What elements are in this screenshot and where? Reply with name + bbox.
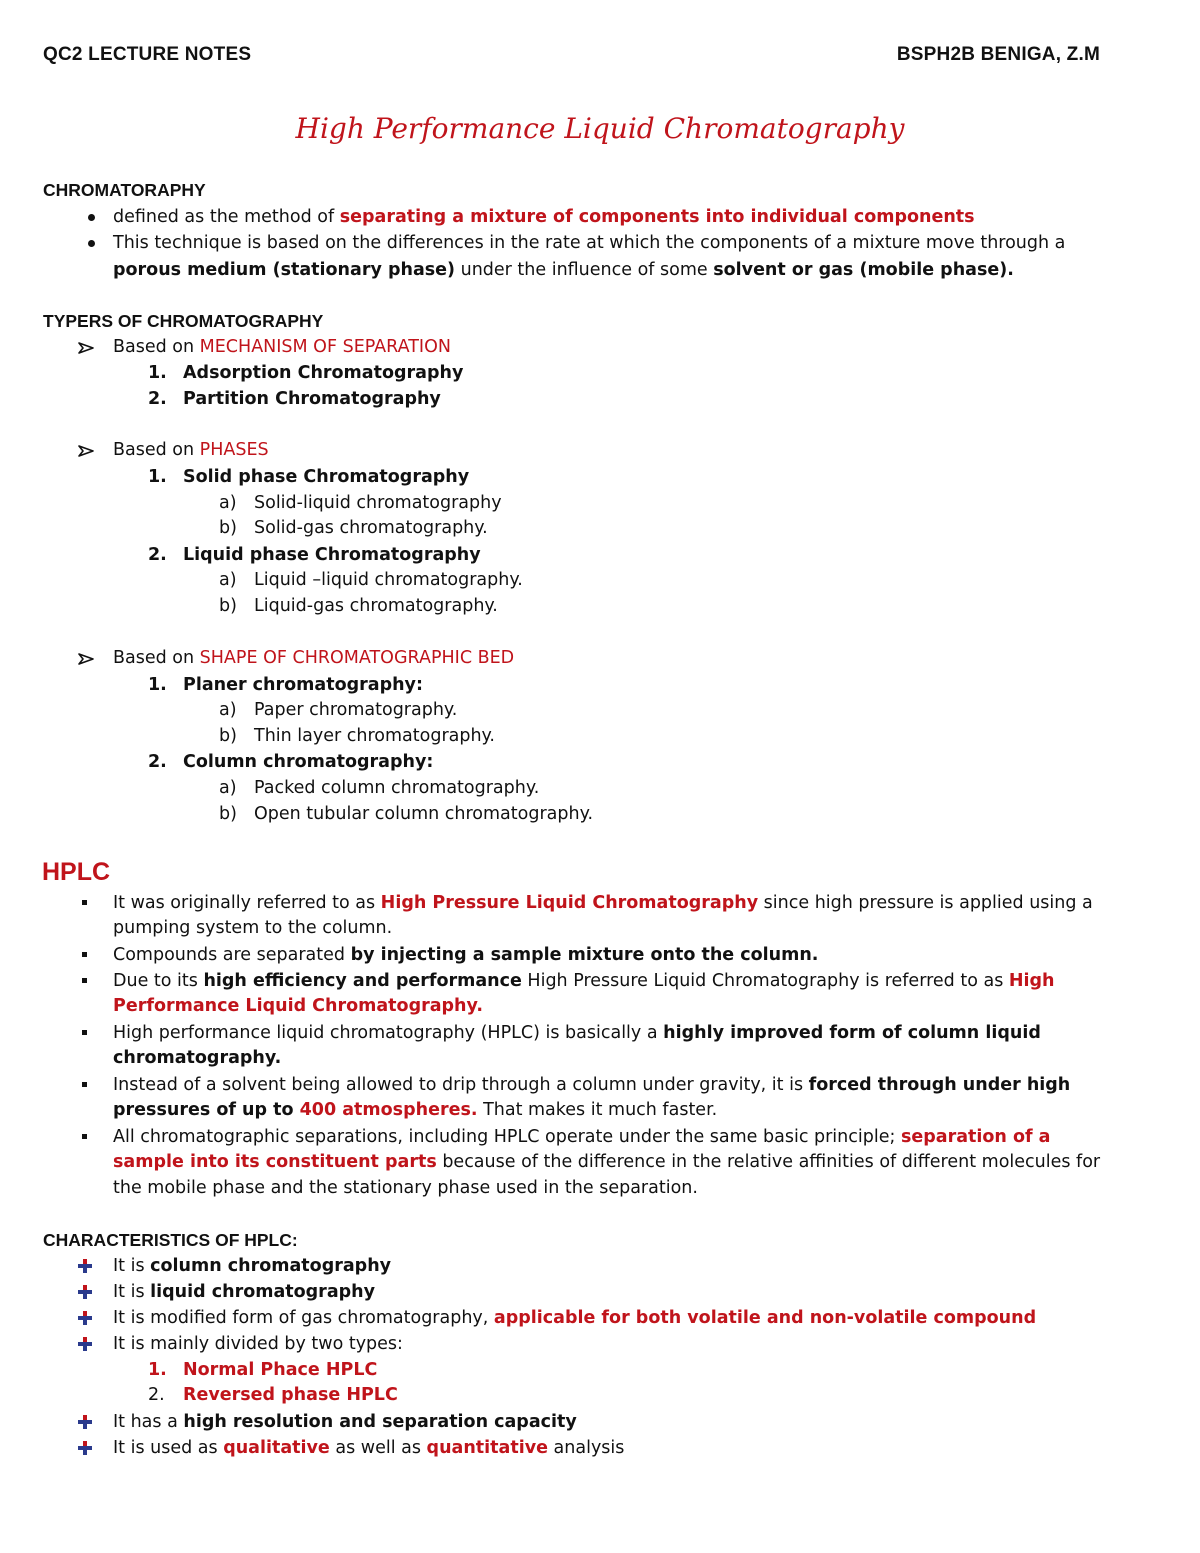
characteristic-6 — [113, 1437, 624, 1459]
page-title: High Performance Liquid Chromatography — [295, 112, 905, 145]
text: It has a — [113, 1412, 184, 1432]
plus-bullet-icon — [77, 1284, 93, 1300]
plus-bullet-icon — [77, 1336, 93, 1352]
characteristic-2 — [113, 1281, 375, 1303]
list-item-column: Column chromatography: — [183, 752, 434, 772]
bold-text: highly improved form of column liquid — [663, 1023, 1041, 1043]
bold-text: porous medium (stationary phase) — [113, 260, 456, 280]
sub-marker: a) — [219, 700, 237, 720]
type-reversed-phase: Reversed phase HPLC — [183, 1385, 398, 1405]
square-bullet-icon — [82, 978, 87, 983]
sub-item-thin-layer: Thin layer chromatography. — [254, 726, 495, 746]
plus-bullet-icon — [77, 1414, 93, 1430]
bullet-dot-icon — [88, 240, 95, 247]
list-item-solid-phase: Solid phase Chromatography — [183, 467, 470, 487]
text: All chromatographic separations, including HPLC operate under the same basic principle; — [113, 1127, 901, 1147]
emphasis-text: MECHANISM OF SEPARATION — [199, 337, 451, 357]
chromatography-definition — [113, 206, 975, 228]
text: Based on — [113, 337, 200, 357]
text: Due to its — [113, 971, 204, 991]
sub-item-liquid-gas: Liquid-gas chromatography. — [254, 596, 498, 616]
text: It was originally referred to as — [113, 893, 381, 913]
text: Based on — [113, 440, 200, 460]
hplc-point-4-line2: chromatography. — [113, 1048, 282, 1068]
list-item-adsorption: Adsorption Chromatography — [183, 363, 464, 383]
number: 1. — [148, 363, 167, 383]
list-number — [148, 466, 167, 488]
sub-item-solid-liquid: Solid-liquid chromatography — [254, 493, 502, 513]
sub-marker: b) — [219, 726, 237, 746]
text: analysis — [547, 1438, 625, 1458]
header-author: BSPH2B BENIGA, Z.M — [896, 44, 1100, 65]
characteristic-3 — [113, 1307, 1036, 1329]
sub-marker: b) — [219, 596, 237, 616]
sub-item-packed-column: Packed column chromatography. — [254, 778, 540, 798]
list-number — [148, 362, 167, 384]
hplc-point-6-line3: the mobile phase and the stationary phase used in the separation. — [113, 1178, 698, 1198]
text: High performance liquid chromatography (HPLC) is basically a — [113, 1023, 664, 1043]
list-number — [148, 674, 167, 696]
square-bullet-icon — [82, 952, 87, 957]
bold-text: high efficiency and performance — [203, 971, 522, 991]
arrowhead-bullet-icon — [78, 342, 94, 354]
emphasis-text: High — [1008, 971, 1055, 991]
text: as well as — [329, 1438, 427, 1458]
header-course: QC2 LECTURE NOTES — [43, 44, 252, 65]
hplc-point-3-line2: Performance Liquid Chromatography. — [113, 996, 483, 1016]
square-bullet-icon — [82, 1082, 87, 1087]
emphasis-text: sample into its constituent parts — [113, 1152, 437, 1172]
emphasis-text: SHAPE OF CHROMATOGRAPHIC BED — [199, 648, 515, 668]
list-number — [148, 388, 167, 410]
bold-text: high resolution and separation capacity — [183, 1412, 577, 1432]
section-heading-hplc: HPLC — [42, 858, 111, 886]
based-on-mechanism — [113, 336, 451, 358]
hplc-point-1 — [113, 892, 1093, 914]
bullet-dot-icon — [88, 214, 95, 221]
hplc-point-3 — [113, 970, 1055, 992]
characteristic-5 — [113, 1411, 577, 1433]
chromatography-technique-line1: This technique is based on the differences in the rate at which the components of a mixture move through a — [113, 233, 1066, 253]
chromatography-technique-line2 — [113, 259, 1014, 281]
plus-bullet-icon — [77, 1440, 93, 1456]
hplc-point-2 — [113, 944, 818, 966]
square-bullet-icon — [82, 1030, 87, 1035]
characteristic-1 — [113, 1255, 391, 1277]
plus-bullet-icon — [77, 1310, 93, 1326]
list-item-planer: Planer chromatography: — [183, 675, 423, 695]
list-number — [148, 751, 167, 773]
hplc-point-4 — [113, 1022, 1041, 1044]
number: 2. — [148, 545, 167, 565]
text: since high pressure is applied using a — [758, 893, 1093, 913]
text: under the influence of some — [455, 260, 714, 280]
text: It is — [113, 1256, 151, 1276]
emphasis-text: qualitative — [223, 1438, 330, 1458]
sub-marker: a) — [219, 493, 237, 513]
sub-marker: a) — [219, 570, 237, 590]
number: 1. — [148, 675, 167, 695]
section-heading-characteristics: CHARACTERISTICS OF HPLC: — [43, 1230, 298, 1250]
sub-item-solid-gas: Solid-gas chromatography. — [254, 518, 488, 538]
based-on-shape — [113, 647, 514, 669]
text: defined as the method of — [113, 207, 340, 227]
hplc-point-6-line2 — [113, 1151, 1100, 1173]
sub-marker: a) — [219, 778, 237, 798]
bold-text: column chromatography — [150, 1256, 392, 1276]
text: It is — [113, 1282, 151, 1302]
section-heading-types: TYPERS OF CHROMATOGRAPHY — [43, 311, 324, 331]
bold-text: liquid chromatography — [150, 1282, 376, 1302]
square-bullet-icon — [82, 900, 87, 905]
square-bullet-icon — [82, 1134, 87, 1139]
section-heading-chromatography: CHROMATORAPHY — [43, 180, 206, 200]
list-number — [148, 544, 167, 566]
bold-text: by injecting a sample mixture onto the column. — [350, 945, 819, 965]
sub-item-liquid-liquid: Liquid –liquid chromatography. — [254, 570, 523, 590]
emphasis-text: separation of a — [900, 1127, 1051, 1147]
characteristic-4: It is mainly divided by two types: — [113, 1334, 403, 1354]
text: because of the difference in the relative affinities of different molecules for — [436, 1152, 1101, 1172]
based-on-phases — [113, 439, 269, 461]
number: 1. — [148, 467, 167, 487]
text: Based on — [113, 648, 200, 668]
hplc-point-6 — [113, 1126, 1051, 1148]
sub-marker: b) — [219, 804, 237, 824]
bold-text: pressures of up to — [113, 1100, 300, 1120]
bold-text: forced through under high — [808, 1075, 1071, 1095]
list-number: 2. — [148, 1385, 165, 1405]
text: It is used as — [113, 1438, 224, 1458]
emphasis-text: 400 atmospheres. — [299, 1100, 478, 1120]
number: 2. — [148, 752, 167, 772]
hplc-point-5 — [113, 1074, 1070, 1096]
list-item-partition: Partition Chromatography — [183, 389, 441, 409]
text: It is modified form of gas chromatography, — [113, 1308, 494, 1328]
arrowhead-bullet-icon — [78, 445, 94, 457]
emphasis-text: separating a mixture of components into individual components — [339, 207, 975, 227]
list-item-liquid-phase: Liquid phase Chromatography — [183, 545, 481, 565]
sub-item-open-tubular: Open tubular column chromatography. — [254, 804, 594, 824]
text: That makes it much faster. — [477, 1100, 718, 1120]
sub-item-paper: Paper chromatography. — [254, 700, 458, 720]
text: High Pressure Liquid Chromatography is referred to as — [521, 971, 1009, 991]
emphasis-text: quantitative — [426, 1438, 548, 1458]
hplc-point-5-line2 — [113, 1099, 717, 1121]
emphasis-text: PHASES — [199, 440, 269, 460]
bold-text: solvent or gas (mobile phase). — [713, 260, 1014, 280]
list-number: 1. — [148, 1360, 167, 1380]
text: Compounds are separated — [113, 945, 351, 965]
arrowhead-bullet-icon — [78, 653, 94, 665]
emphasis-text: High Pressure Liquid Chromatography — [380, 893, 759, 913]
plus-bullet-icon — [77, 1258, 93, 1274]
text: Instead of a solvent being allowed to drip through a column under gravity, it is — [113, 1075, 809, 1095]
emphasis-text: applicable for both volatile and non-volatile compound — [493, 1308, 1037, 1328]
hplc-point-1-line2: pumping system to the column. — [113, 918, 393, 938]
type-normal-phase: Normal Phace HPLC — [183, 1360, 378, 1380]
sub-marker: b) — [219, 518, 237, 538]
number: 2. — [148, 389, 167, 409]
